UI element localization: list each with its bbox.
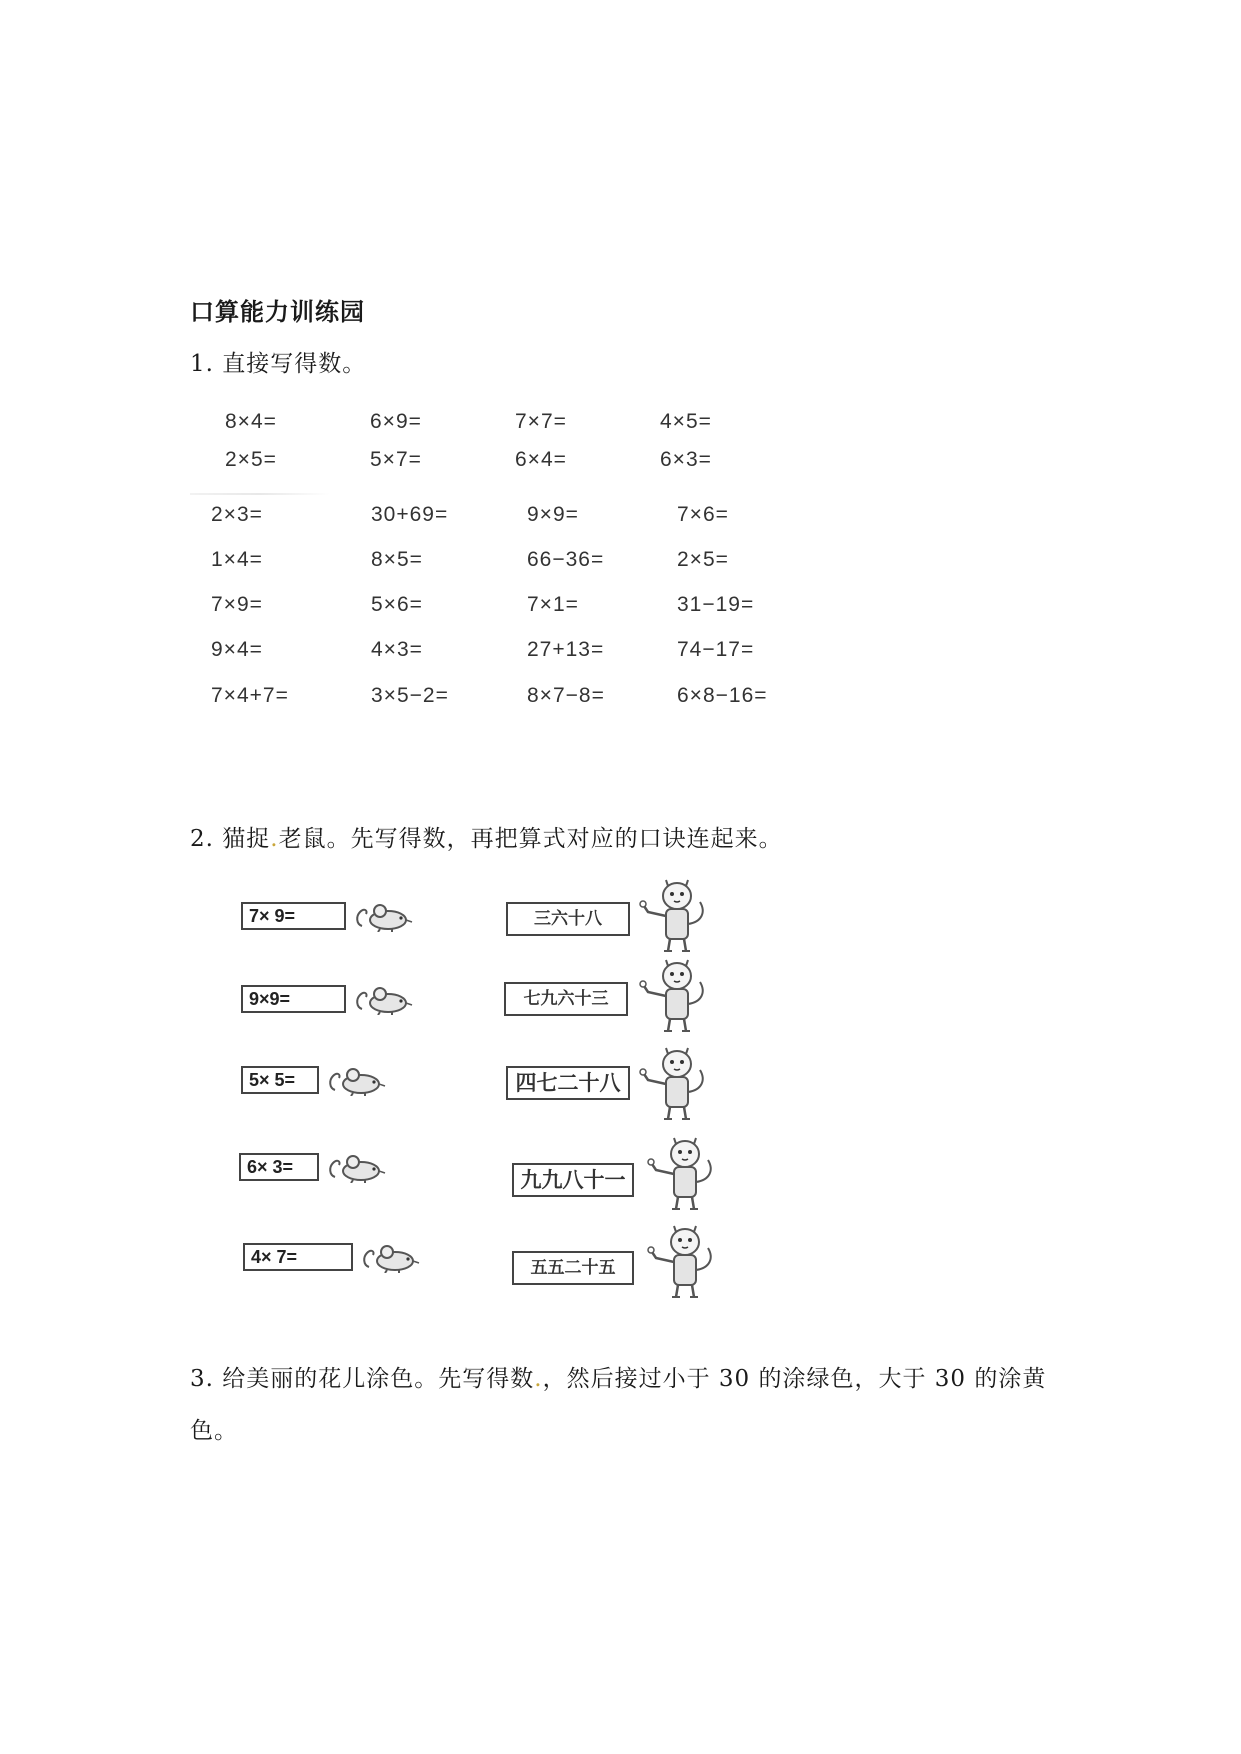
equation-box: 4× 7=: [243, 1243, 353, 1271]
cat-icon: [636, 872, 714, 954]
expression: 2×5=: [677, 548, 729, 571]
question-1-title: 1. 直接写得数。: [190, 351, 367, 377]
mouse-icon: [327, 1060, 387, 1096]
expression: 74−17=: [677, 638, 755, 661]
equation-box: 6× 3=: [239, 1153, 319, 1181]
expression: 9×9=: [527, 503, 579, 526]
expression: 5×6=: [371, 593, 423, 616]
equation-box: 5× 5=: [241, 1066, 319, 1094]
expression: 7×7=: [515, 410, 567, 433]
expression: 9×4=: [211, 638, 263, 661]
expression: 2×5=: [225, 448, 277, 471]
expression: 30+69=: [371, 503, 449, 526]
expression: 3×5−2=: [371, 684, 449, 707]
mouse-icon: [361, 1237, 421, 1273]
scan-divider: [190, 493, 330, 495]
expression: 6×3=: [660, 448, 712, 471]
rhyme-box: 三六十八: [506, 902, 630, 936]
rhyme-box: 七九六十三: [504, 982, 628, 1016]
expression: 7×6=: [677, 503, 729, 526]
expression: 1×4=: [211, 548, 263, 571]
cat-icon: [636, 952, 714, 1034]
expression: 7×4+7=: [211, 684, 289, 707]
equation-box: 9×9=: [241, 985, 346, 1013]
expression: 66−36=: [527, 548, 605, 571]
cat-icon: [644, 1218, 722, 1300]
expression: 6×8−16=: [677, 684, 768, 707]
rhyme-box: 五五二十五: [512, 1251, 634, 1285]
expression: 6×4=: [515, 448, 567, 471]
expression: 31−19=: [677, 593, 755, 616]
mouse-icon: [354, 979, 414, 1015]
question-3-title: 3. 给美丽的花儿涂色。先写得数.，然后接过小于 30 的涂绿色，大于 30 的涂黄: [190, 1366, 1047, 1392]
equation-box: 7× 9=: [241, 902, 346, 930]
rhyme-box: 九九八十一: [512, 1163, 634, 1197]
expression: 7×1=: [527, 593, 579, 616]
expression: 8×4=: [225, 410, 277, 433]
mouse-icon: [354, 896, 414, 932]
question-3-title-cont: 色。: [190, 1418, 238, 1444]
cat-icon: [644, 1130, 722, 1212]
expression: 8×5=: [371, 548, 423, 571]
section-heading: 口算能力训练园: [190, 298, 365, 326]
expression: 4×5=: [660, 410, 712, 433]
expression: 27+13=: [527, 638, 605, 661]
mouse-icon: [327, 1147, 387, 1183]
cat-icon: [636, 1040, 714, 1122]
expression: 6×9=: [370, 410, 422, 433]
expression: 5×7=: [370, 448, 422, 471]
expression: 8×7−8=: [527, 684, 605, 707]
rhyme-box: 四七二十八: [506, 1066, 630, 1100]
question-2-title: 2. 猫捉.老鼠。先写得数，再把算式对应的口诀连起来。: [190, 826, 783, 852]
expression: 2×3=: [211, 503, 263, 526]
expression: 7×9=: [211, 593, 263, 616]
expression: 4×3=: [371, 638, 423, 661]
